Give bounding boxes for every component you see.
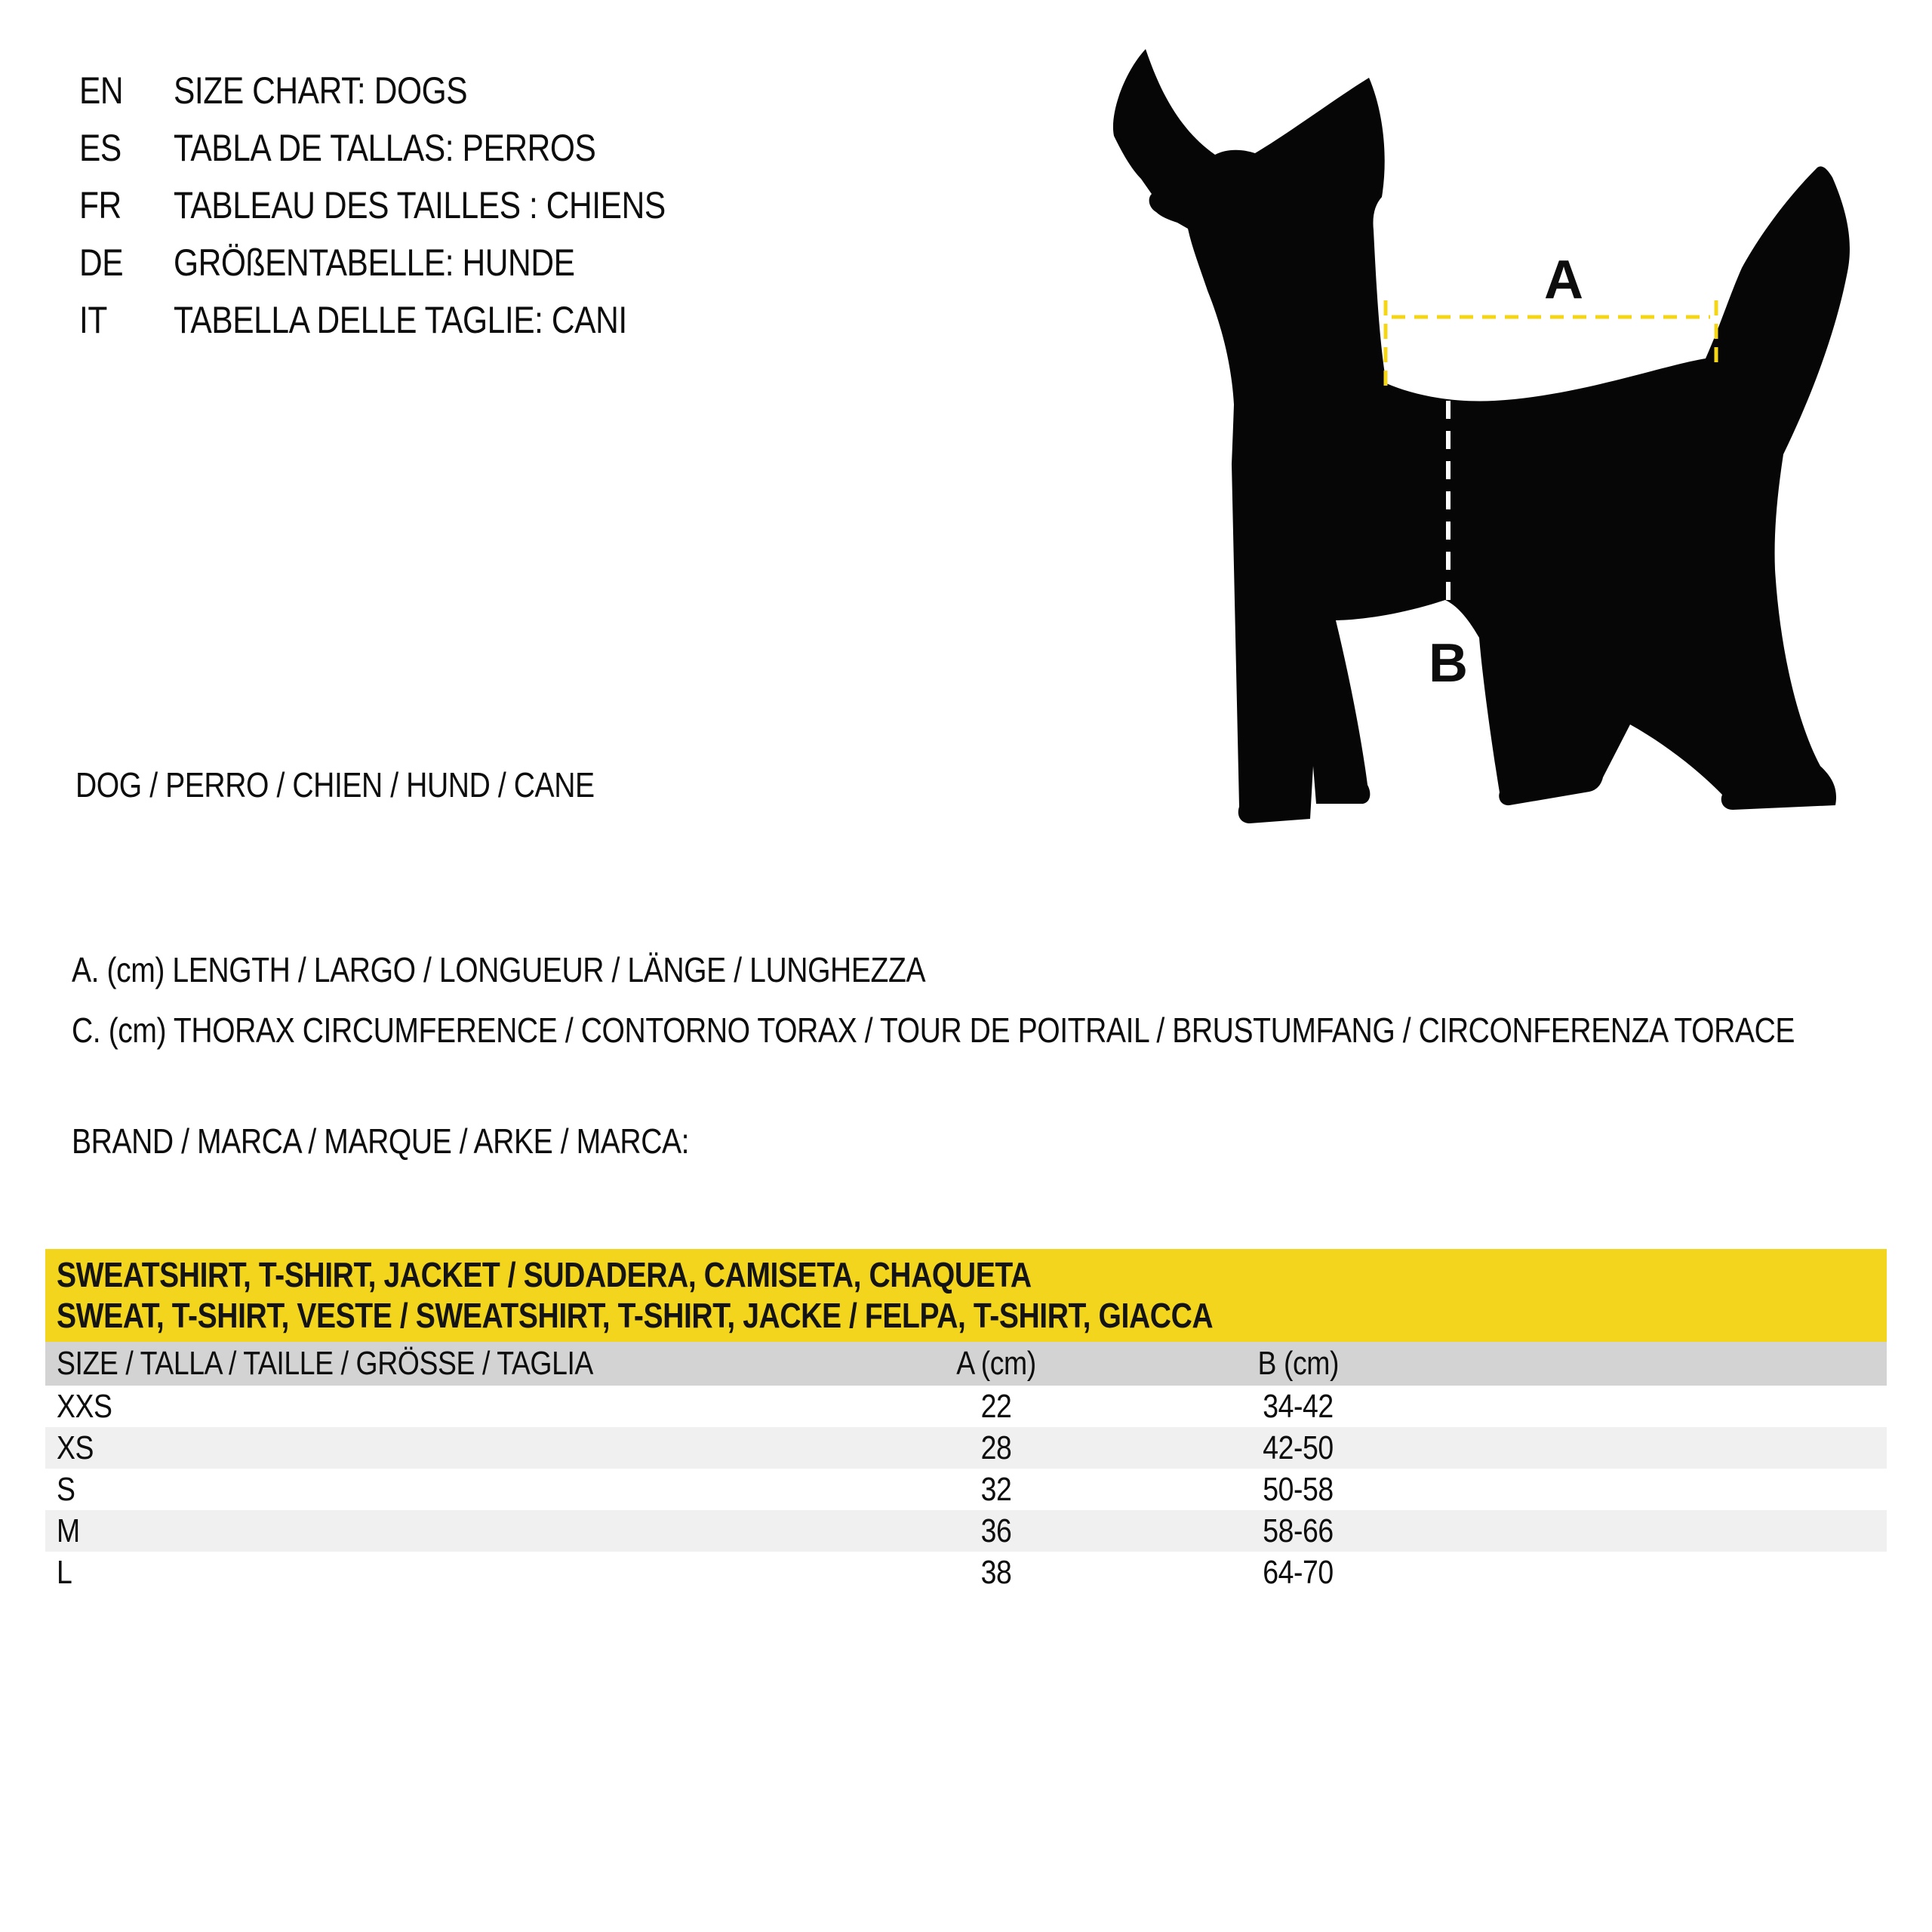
cell-b: 64-70 xyxy=(1263,1553,1334,1591)
cell-size: M xyxy=(57,1512,80,1549)
lang-code: DE xyxy=(79,242,124,284)
header-size: SIZE / TALLA / TAILLE / GRÖSSE / TAGLIA xyxy=(57,1345,593,1382)
legend-line-c: C. (cm) THORAX CIRCUMFERENCE / CONTORNO TORAX / TOUR DE POITRAIL / BRUSTUMFANG / CIRCONFERENZA TORACE xyxy=(72,1011,1795,1050)
lang-label: TABLA DE TALLAS: PERROS xyxy=(174,127,596,169)
cell-size: S xyxy=(57,1470,75,1508)
cell-b: 50-58 xyxy=(1263,1470,1334,1508)
cell-b: 58-66 xyxy=(1263,1512,1334,1549)
table-header-row xyxy=(45,1342,1887,1386)
cell-size: L xyxy=(57,1553,72,1591)
cell-b: 34-42 xyxy=(1263,1387,1334,1425)
table-row-s xyxy=(45,1469,1887,1510)
cell-a: 32 xyxy=(980,1470,1012,1508)
table-row-m xyxy=(45,1510,1887,1552)
cell-a: 38 xyxy=(980,1553,1012,1591)
dog-measurement-figure xyxy=(1102,42,1864,841)
cell-b: 42-50 xyxy=(1263,1429,1334,1466)
measure-a-label: A xyxy=(1544,250,1583,310)
lang-row-es xyxy=(79,127,670,169)
lang-code: ES xyxy=(79,127,122,169)
dog-silhouette-icon xyxy=(1113,49,1850,823)
lang-code: IT xyxy=(79,299,107,341)
table-row-l xyxy=(45,1552,1887,1593)
lang-code: EN xyxy=(79,69,124,112)
cell-size: XS xyxy=(57,1429,94,1466)
lang-label: TABLEAU DES TAILLES : CHIENS xyxy=(174,184,666,226)
lang-row-de xyxy=(79,242,645,284)
lang-label: TABELLA DELLE TAGLIE: CANI xyxy=(174,299,627,341)
figure-caption: DOG / PERRO / CHIEN / HUND / CANE xyxy=(75,765,595,804)
banner-line-2: SWEAT, T-SHIRT, VESTE / SWEATSHIRT, T-SHIRT, JACKE / FELPA, T-SHIRT, GIACCA xyxy=(57,1296,1214,1335)
table-row-xxs xyxy=(45,1386,1887,1427)
cell-a: 22 xyxy=(980,1387,1012,1425)
lang-row-en xyxy=(79,69,519,112)
size-table xyxy=(45,1249,1887,1593)
lang-code: FR xyxy=(79,184,122,226)
lang-label: GRÖßENTABELLE: HUNDE xyxy=(174,242,575,284)
cell-size: XXS xyxy=(57,1387,112,1425)
measure-b-label: B xyxy=(1429,633,1468,694)
lang-row-fr xyxy=(79,184,752,226)
header-b-cm: B (cm) xyxy=(1257,1345,1339,1382)
cell-a: 28 xyxy=(980,1429,1012,1466)
header-a-cm: A (cm) xyxy=(956,1345,1036,1382)
brand-line: BRAND / MARCA / MARQUE / ARKE / MARCA: xyxy=(72,1121,690,1161)
cell-a: 36 xyxy=(980,1512,1012,1549)
lang-row-it xyxy=(79,299,707,341)
lang-label: SIZE CHART: DOGS xyxy=(174,69,468,112)
table-row-xs xyxy=(45,1427,1887,1469)
banner-line-1: SWEATSHIRT, T-SHIRT, JACKET / SUDADERA, CAMISETA, CHAQUETA xyxy=(57,1255,1032,1294)
legend-line-a: A. (cm) LENGTH / LARGO / LONGUEUR / LÄNGE / LUNGHEZZA xyxy=(72,950,926,989)
table-banner xyxy=(45,1249,1887,1342)
